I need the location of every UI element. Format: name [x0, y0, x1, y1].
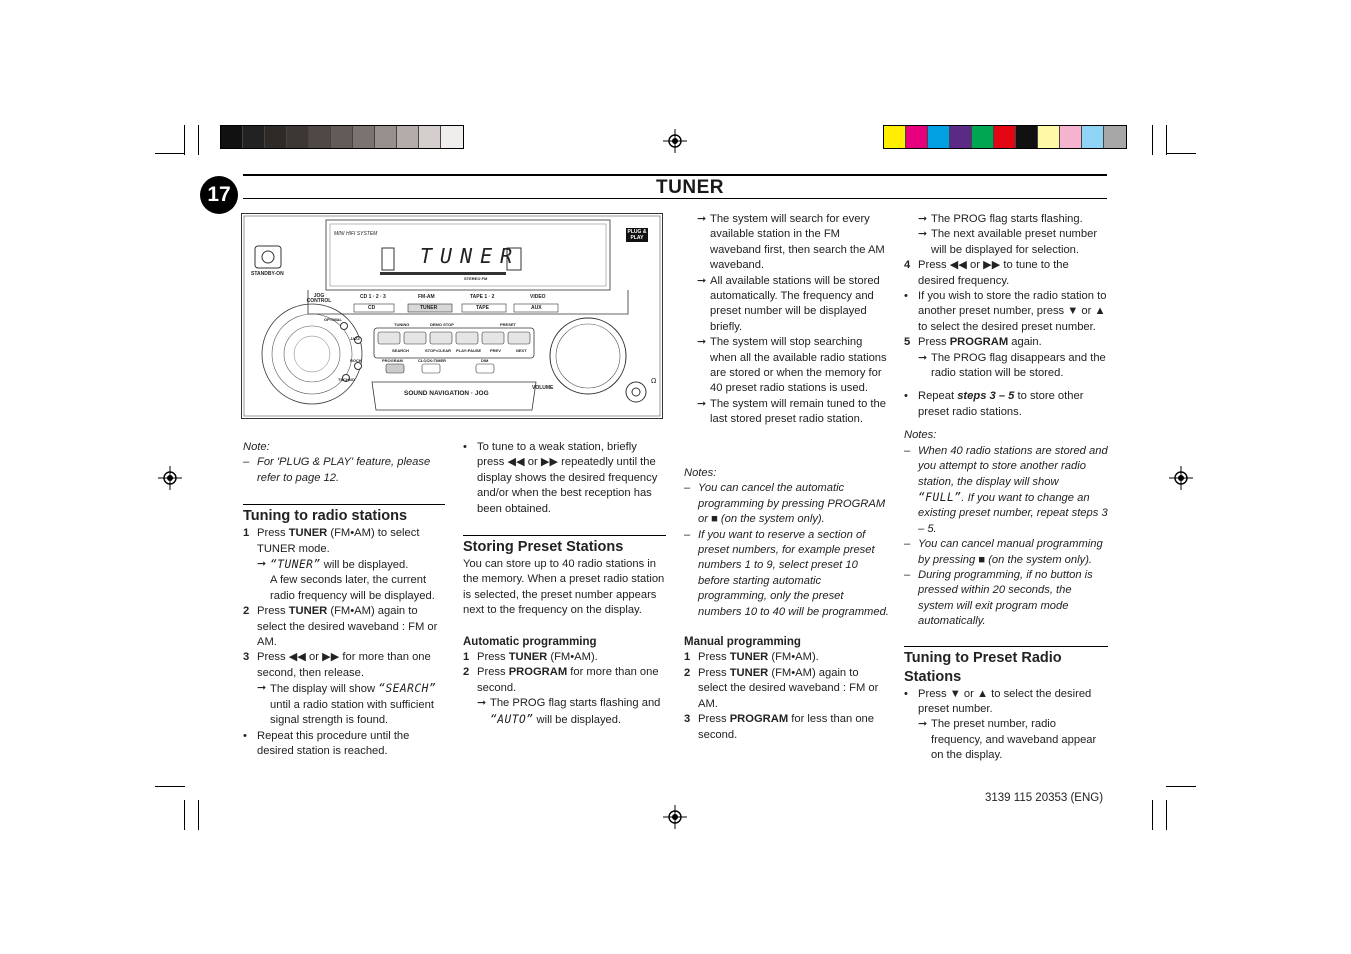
result-text: The	[931, 213, 954, 225]
crop-mark	[1152, 125, 1153, 155]
key-program: PROGRAM	[949, 336, 1009, 349]
color-swatch	[243, 126, 265, 148]
note-text: When 40 radio stations are stored and you attempt to store another radio station, the display will show	[918, 444, 1108, 488]
step-text: for less than one second.	[698, 713, 874, 741]
device-illustration	[241, 213, 663, 419]
step-2	[684, 666, 889, 712]
note-text: You can cancel the automatic programming by pressing PROGRAM or	[698, 482, 886, 526]
plug-play-badge	[626, 228, 648, 242]
stop-icon: ■	[978, 553, 986, 566]
column-2	[463, 440, 666, 728]
key-tuner: TUNER	[288, 527, 328, 540]
step-3: 3 Press ◀◀ or ▶▶ for more than one second, then release.	[243, 651, 431, 679]
bullet-text: Repeat	[918, 390, 958, 403]
step-number: 1	[243, 527, 250, 540]
step-number: 2	[463, 666, 470, 679]
step-text: Press	[477, 666, 509, 679]
note-item	[904, 444, 1108, 537]
step-text: Press	[698, 651, 730, 664]
step-text: Press	[257, 605, 289, 618]
rewind-icon: ◀◀	[288, 651, 306, 664]
bullet-text: to select the desired preset number.	[918, 687, 1092, 715]
bullet-text: repeatedly until the display shows the desired frequency and/or when the best reception has been obtained.	[477, 456, 658, 515]
sound-mode-optimal[interactable]: OPTIMAL	[324, 317, 342, 322]
step-text: Press	[698, 713, 730, 726]
bullet-item	[243, 729, 445, 760]
fast-forward-icon: ▶▶	[540, 456, 559, 469]
notes-title: Notes:	[684, 467, 717, 479]
rewind-icon: ◀◀	[507, 456, 525, 469]
color-swatch	[287, 126, 309, 148]
color-swatch	[950, 126, 972, 148]
result-item	[904, 717, 1108, 763]
dash-mark: –	[904, 568, 911, 581]
step-number: 2	[684, 666, 691, 679]
tuning-label: TUNING	[394, 322, 410, 327]
dash-mark: –	[904, 444, 911, 457]
crop-mark	[198, 800, 199, 830]
step-1	[463, 650, 666, 665]
result-text: will be displayed.	[533, 713, 622, 726]
step-5	[904, 335, 1108, 350]
svg-text:Ω: Ω	[651, 377, 657, 385]
arrow-icon: ➞	[697, 274, 707, 287]
up-arrow-icon: ▲	[1094, 305, 1106, 318]
prev-button[interactable]: PREV	[490, 348, 501, 353]
bullet-text: If you wish to store the radio station to another preset number, press	[918, 290, 1107, 318]
dash-mark: –	[684, 482, 691, 495]
note-text: You can cancel manual programming by pressing	[918, 538, 1103, 566]
plug-label: PLUG &	[627, 229, 647, 235]
result-text: flag starts flashing and	[545, 697, 661, 710]
stop-clear-button[interactable]: STOP•CLEAR	[425, 348, 451, 353]
bullet-text: to store other preset radio stations.	[918, 390, 1084, 418]
prog-flag: PROG	[953, 213, 987, 225]
arrow-icon: ➞	[697, 336, 707, 349]
key-tuner: TUNER	[288, 605, 328, 618]
dash-mark: –	[904, 538, 911, 551]
dash-mark: –	[243, 456, 250, 469]
step-text: (FM•AM).	[768, 651, 819, 664]
result-item	[697, 335, 889, 397]
key-program: PROGRAM	[729, 713, 789, 726]
crop-mark	[155, 153, 185, 154]
source-button-tuner[interactable]: TUNER	[420, 305, 438, 311]
arrow-icon: ➞	[918, 228, 928, 241]
crop-mark	[184, 800, 185, 830]
color-swatch	[309, 126, 331, 148]
color-swatch	[221, 126, 243, 148]
preset-label: PRESET	[500, 322, 517, 327]
fast-forward-icon: ▶▶	[983, 259, 1001, 272]
result-text: flag starts flashing.	[986, 213, 1083, 225]
result-text: All available stations will be stored automatically. The frequency and preset number will be displayed briefly.	[710, 274, 880, 333]
notes-title: Notes:	[904, 429, 937, 442]
result-text: flag disappears and the radio station will be stored.	[931, 351, 1106, 380]
step-4: 4 Press ◀◀ or ▶▶ to tune to the desired frequency.	[904, 259, 1069, 287]
step-number: 4	[904, 259, 911, 272]
step-number: 5	[904, 336, 911, 349]
note-text: During programming, if no button is pressed within 20 seconds, the system will exit program mode automatically.	[918, 568, 1093, 628]
key-tuner: TUNER	[508, 651, 548, 664]
color-swatch	[1038, 126, 1060, 148]
result-text: until a radio station with sufficient signal strength is found.	[270, 698, 434, 727]
jog-control-label: JOG CONTROL	[306, 293, 332, 304]
stereo-label: STEREO FM	[464, 276, 488, 281]
bullet-text: to select the desired preset number.	[918, 320, 1096, 333]
program-button[interactable]: PROGRAM	[382, 358, 403, 363]
step-text: Press	[918, 259, 950, 272]
bullet-text: Repeat this procedure until the desired station is reached.	[257, 729, 410, 757]
model-label: MINI HIFI SYSTEM	[334, 231, 378, 237]
note-text: If you want to reserve a section of preset numbers, for example preset numbers 1 to 9, select preset 10 before starting automatic programming, only the preset numbers 10 to 40 will be programmed.	[698, 528, 889, 618]
volume-label: VOLUME	[532, 385, 554, 391]
step-text: for more than one second.	[477, 666, 659, 694]
bullet-item: • If you wish to store the radio station to another preset number, press ▼ or ▲ to select the desired preset number.	[904, 290, 1107, 333]
color-swatch	[884, 126, 906, 148]
sound-mode-jazz[interactable]: JAZZ	[350, 336, 360, 341]
intro-text: You can store up to 40 radio stations in the memory. When a preset radio station is selected, the preset number appears next to the frequency on the display.	[463, 558, 665, 617]
arrow-icon: ➞	[257, 558, 267, 571]
key-tuner: TUNER	[729, 651, 769, 664]
step-1	[243, 526, 445, 557]
down-arrow-icon: ▼	[949, 687, 961, 700]
note-text: . If you want to change an existing preset number, repeat steps 3 – 5.	[918, 491, 1108, 535]
play-label: PLAY	[630, 235, 644, 241]
note-text: For 'PLUG & PLAY' feature, please refer to page 12.	[257, 456, 431, 484]
arrow-icon: ➞	[697, 213, 707, 225]
crop-mark	[1166, 153, 1196, 154]
arrow-icon: ➞	[918, 718, 928, 731]
source-button-aux[interactable]: AUX	[531, 305, 542, 311]
sub-heading: Automatic programming	[463, 635, 597, 648]
source-top-label: CD 1 · 2 · 3	[360, 294, 386, 300]
crop-mark	[155, 786, 185, 787]
crop-mark	[1166, 800, 1167, 830]
next-button[interactable]: NEXT	[516, 348, 527, 353]
arrow-icon: ➞	[477, 697, 487, 710]
color-swatch	[441, 126, 463, 148]
step-number: 3	[243, 651, 250, 664]
color-swatch	[1016, 126, 1038, 148]
step-text: Press	[257, 651, 289, 664]
arrow-icon: ➞	[918, 213, 928, 225]
document-code: 3139 115 20353 (ENG)	[985, 792, 1104, 804]
clock-timer-button[interactable]: CLOCK•TIMER	[418, 358, 447, 363]
step-result	[463, 696, 666, 728]
color-swatch	[331, 126, 353, 148]
rewind-icon: ◀◀	[949, 259, 967, 272]
result-item	[697, 212, 889, 274]
bullet-item	[904, 389, 1108, 420]
step-3	[684, 712, 889, 743]
step-text: Press	[477, 651, 509, 664]
step-1	[684, 650, 889, 665]
step-text: for more than one second, then release.	[257, 651, 431, 679]
display-text: “TUNER”	[270, 558, 321, 572]
step-number: 3	[684, 713, 691, 726]
result-item	[697, 274, 889, 336]
prog-flag: PROG	[953, 351, 987, 364]
note-item	[243, 455, 445, 486]
step-result-more: A few seconds later, the current radio frequency will be displayed.	[270, 574, 435, 602]
source-button-cd[interactable]: CD	[368, 305, 376, 311]
page-number: 17	[200, 176, 238, 214]
bullet-text: Press	[918, 687, 950, 700]
step-text: (FM•AM).	[547, 651, 598, 664]
grayscale-bar	[220, 125, 464, 149]
color-swatch	[972, 126, 994, 148]
section-rule	[243, 504, 445, 505]
bullet-mark: •	[904, 687, 908, 700]
arrow-icon: ➞	[257, 682, 267, 695]
source-top-label: VIDEO	[530, 294, 546, 300]
section-heading: Storing Preset Stations	[463, 539, 624, 556]
section-rule	[904, 646, 1108, 647]
sound-mode-rock[interactable]: ROCK	[350, 358, 362, 363]
standby-label: STANDBY-ON	[251, 271, 284, 277]
source-top-label: FM-AM	[418, 294, 435, 300]
sound-mode-techno[interactable]: TECHNO	[338, 377, 355, 382]
step-result	[243, 681, 445, 728]
registration-mark-icon	[158, 466, 182, 490]
bullet-mark: •	[463, 441, 467, 453]
note-item	[684, 481, 889, 527]
section-heading: Tuning to radio stations	[243, 508, 408, 525]
color-swatch	[906, 126, 928, 148]
sub-heading: Manual programming	[684, 636, 801, 649]
step-number: 1	[463, 651, 470, 664]
step-text: (FM•AM) again to select the desired waveband : FM or AM.	[257, 605, 438, 649]
display-text: “SEARCH”	[378, 682, 437, 696]
crop-mark	[1166, 125, 1167, 155]
step-number: 2	[243, 605, 250, 618]
dash-mark: –	[684, 528, 691, 541]
column-4	[904, 212, 1108, 764]
steps-ref: steps 3 – 5	[957, 390, 1015, 403]
color-swatch	[397, 126, 419, 148]
fast-forward-icon: ▶▶	[322, 651, 340, 664]
registration-mark-icon	[1169, 466, 1193, 490]
dim-button[interactable]: DIM	[481, 358, 489, 363]
result-text: The system will remain tuned to the last stored preset radio station.	[710, 397, 886, 426]
sound-navigation-label: SOUND NAVIGATION · JOG	[404, 390, 489, 397]
color-swatch	[265, 126, 287, 148]
search-button[interactable]: SEARCH	[392, 348, 409, 353]
result-text: The system will search for every available station in the FM waveband first, then search the AM waveband.	[710, 213, 885, 272]
section-rule	[463, 535, 666, 536]
step-text: (FM•AM) to select TUNER mode.	[257, 527, 420, 555]
display-text: “AUTO”	[490, 712, 534, 726]
note-item	[684, 528, 889, 620]
title-rule	[243, 174, 1107, 176]
source-top-label: TAPE 1 · 2	[470, 294, 495, 300]
step-text: again.	[1008, 336, 1042, 349]
crop-mark	[1152, 800, 1153, 830]
color-swatch	[994, 126, 1016, 148]
section-heading: Tuning to Preset Radio Stations	[904, 649, 1062, 685]
result-text: The	[490, 697, 513, 710]
result-text: The next available preset number will be displayed for selection.	[931, 228, 1098, 256]
result-item	[697, 397, 889, 428]
bullet-mark: •	[904, 290, 908, 303]
play-pause-button[interactable]: PLAY•PAUSE	[456, 348, 482, 353]
result-text: The display will show	[270, 683, 379, 696]
step-text: Press	[918, 336, 950, 349]
result-text: The preset number, radio frequency, and waveband appear on the display.	[931, 718, 1097, 762]
bullet-item: • Press ▼ or ▲ to select the desired preset number.	[904, 687, 1092, 715]
crop-mark	[184, 125, 185, 155]
step-text: to tune to the desired frequency.	[918, 259, 1069, 287]
note-item	[904, 568, 1108, 630]
bullet-item: • To tune to a weak station, briefly press ◀◀ or ▶▶ repeatedly until the display shows the desired frequency and/or when the best reception has been obtained.	[463, 441, 658, 515]
result-item	[904, 351, 1108, 382]
prog-flag: PROG	[512, 697, 546, 710]
key-program: PROGRAM	[508, 666, 568, 679]
color-swatch	[419, 126, 441, 148]
note-item	[904, 537, 1108, 568]
arrow-icon: ➞	[697, 397, 707, 410]
color-swatch	[1104, 126, 1126, 148]
step-number: 1	[684, 651, 691, 664]
color-swatch	[353, 126, 375, 148]
color-swatch	[928, 126, 950, 148]
color-swatch	[1082, 126, 1104, 148]
step-result	[243, 557, 445, 573]
result-item	[904, 212, 1108, 227]
bullet-mark: •	[904, 390, 908, 403]
result-text: The system will stop searching when all the available radio stations are stored or when the memory for 40 preset radio stations is used.	[710, 336, 887, 395]
note-title: Note:	[243, 441, 270, 453]
step-text: Press	[698, 666, 730, 679]
source-button-tape[interactable]: TAPE	[476, 305, 489, 311]
demo-stop-label: DEMO STOP	[430, 322, 454, 327]
note-text: (on the system only).	[985, 553, 1093, 566]
bullet-mark: •	[243, 729, 247, 742]
key-tuner: TUNER	[729, 666, 769, 679]
page-title: TUNER	[656, 177, 724, 198]
registration-mark-icon	[663, 129, 687, 153]
display-readout: TUNER	[420, 244, 521, 268]
result-text: will be displayed.	[320, 559, 409, 572]
step-text: Press	[257, 527, 289, 540]
color-swatch	[375, 126, 397, 148]
step-2	[243, 604, 445, 650]
crop-mark	[1166, 786, 1196, 787]
column-1	[243, 440, 445, 759]
note-text: (on the system only).	[717, 513, 825, 526]
crop-mark	[198, 125, 199, 155]
bullet-text: To tune to a weak station, briefly press	[477, 441, 637, 469]
up-arrow-icon: ▲	[976, 687, 989, 700]
step-text: (FM•AM) again to select the desired waveband : FM or AM.	[698, 666, 879, 710]
registration-mark-icon	[663, 805, 687, 829]
column-3-notes	[684, 466, 889, 743]
down-arrow-icon: ▼	[1067, 305, 1079, 318]
display-text: “FULL”	[918, 490, 962, 504]
step-2	[463, 665, 666, 696]
color-swatch	[1060, 126, 1082, 148]
column-3	[697, 212, 889, 428]
result-text: The	[931, 351, 954, 364]
stop-icon: ■	[711, 513, 718, 526]
color-bar	[883, 125, 1127, 149]
result-item	[904, 227, 1108, 258]
arrow-icon: ➞	[918, 351, 928, 364]
